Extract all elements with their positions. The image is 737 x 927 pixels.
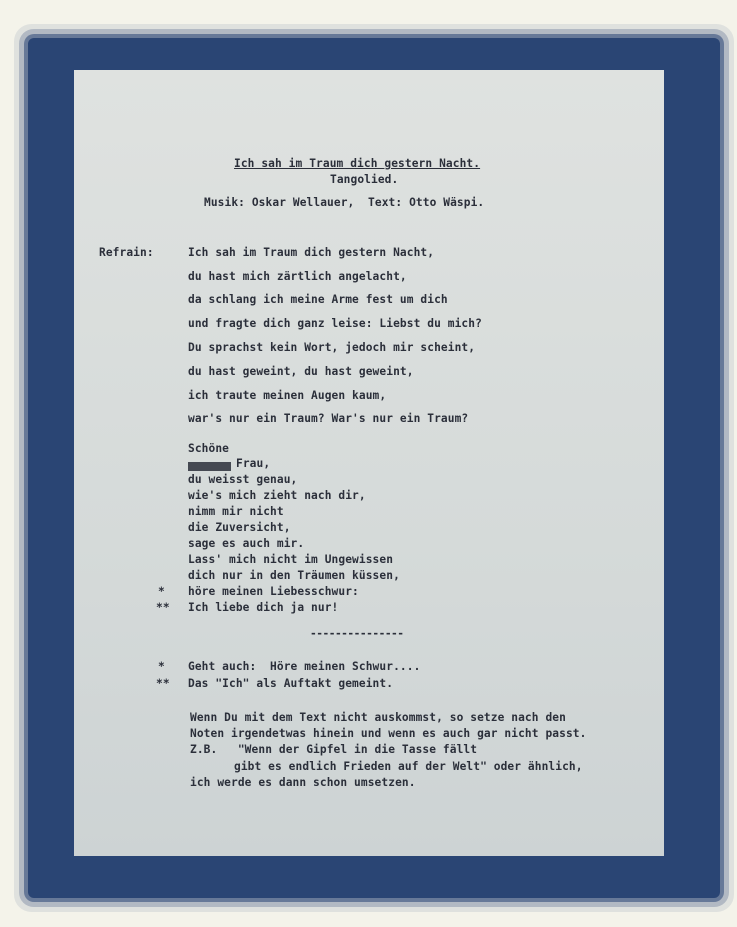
struck-out-word	[188, 457, 231, 467]
song-subtitle: Tangolied.	[330, 173, 399, 186]
song-title: Ich sah im Traum dich gestern Nacht.	[234, 157, 481, 170]
verse-line: die Zuversicht,	[188, 521, 291, 534]
refrain-label: Refrain:	[99, 246, 154, 259]
verse-line: Frau,	[236, 457, 271, 470]
refrain-line: da schlang ich meine Arme fest um dich	[188, 293, 448, 306]
remark-line: gibt es endlich Frieden auf der Welt" oder ähnlich,	[234, 760, 583, 773]
verse-line: Lass' mich nicht im Ungewissen	[188, 553, 394, 566]
footnote-text: Geht auch: Höre meinen Schwur....	[188, 660, 421, 673]
footnote-text: Das "Ich" als Auftakt gemeint.	[188, 677, 394, 690]
song-credits: Musik: Oskar Wellauer, Text: Otto Wäspi.	[204, 196, 485, 209]
footnote-marker: **	[156, 601, 170, 614]
verse-line: wie's mich zieht nach dir,	[188, 489, 366, 502]
verse-line: dich nur in den Träumen küssen,	[188, 569, 400, 582]
refrain-line: war's nur ein Traum? War's nur ein Traum?	[188, 412, 469, 425]
remark-line: Z.B. "Wenn der Gipfel in die Tasse fällt	[190, 743, 478, 756]
refrain-line: du hast geweint, du hast geweint,	[188, 365, 414, 378]
refrain-line: ich traute meinen Augen kaum,	[188, 389, 387, 402]
refrain-line: du hast mich zärtlich angelacht,	[188, 270, 407, 283]
ink-blot	[188, 462, 231, 471]
verse-line: nimm mir nicht	[188, 505, 284, 518]
remark-line: Wenn Du mit dem Text nicht auskommst, so setze nach den	[190, 711, 566, 724]
verse-line: du weisst genau,	[188, 473, 298, 486]
refrain-line: Ich sah im Traum dich gestern Nacht,	[188, 246, 435, 259]
verse-line: Ich liebe dich ja nur!	[188, 601, 339, 614]
separator-line: ---------------	[310, 627, 404, 640]
typewritten-page	[74, 70, 664, 856]
footnote-marker: **	[156, 677, 170, 690]
remark-line: Noten irgendetwas hinein und wenn es auch gar nicht passt.	[190, 727, 587, 740]
verse-line: sage es auch mir.	[188, 537, 305, 550]
verse-line: Schöne	[188, 442, 230, 455]
refrain-line: Du sprachst kein Wort, jedoch mir scheint,	[188, 341, 476, 354]
verse-line: höre meinen Liebesschwur:	[188, 585, 359, 598]
remark-line: ich werde es dann schon umsetzen.	[190, 776, 416, 789]
refrain-line: und fragte dich ganz leise: Liebst du mich?	[188, 317, 482, 330]
footnote-marker: *	[158, 660, 165, 673]
footnote-marker: *	[158, 585, 165, 598]
